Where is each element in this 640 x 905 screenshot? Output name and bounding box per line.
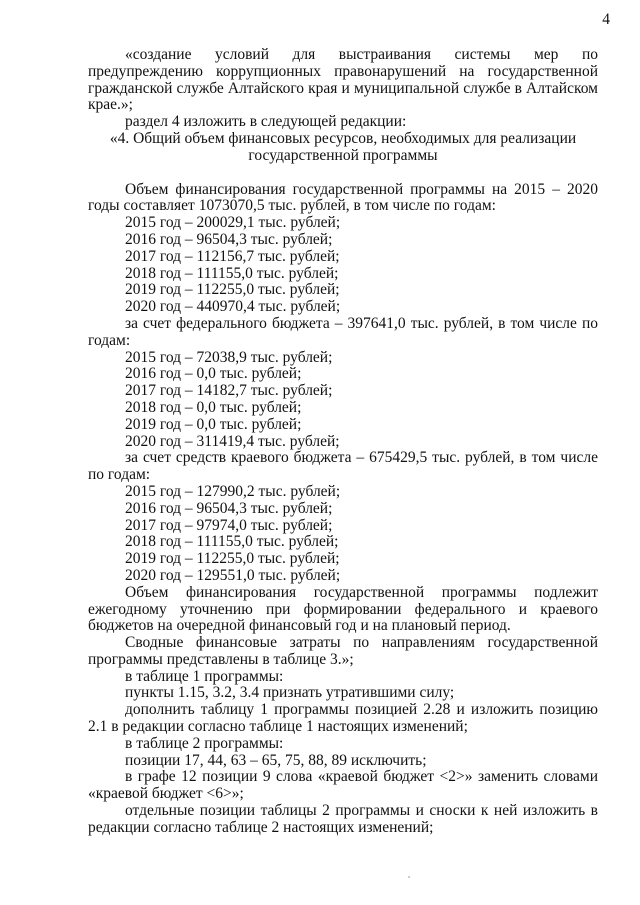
spacer <box>88 165 598 182</box>
federal-year-item: 2019 год – 0,0 тыс. рублей; <box>125 415 302 433</box>
document-body <box>88 47 598 837</box>
paragraph-table1-intro: в таблице 1 программы: <box>125 667 284 685</box>
paragraph-regional-funding: за счет средств краевого бюджета – 675429,5 тыс. рублей, в том числе по годам: <box>88 449 598 484</box>
paragraph-section-intro: раздел 4 изложить в следующей редакции: <box>125 113 407 131</box>
total-year-item: 2016 год – 96504,3 тыс. рублей; <box>125 230 333 248</box>
paragraph-quote-end: «создание условий для выстраивания системы мер по предупреждению коррупционных правонарушений на государственной гражданской службе Алтайского края и муниципальной службе в Алтайском крае.»; <box>88 46 598 114</box>
paragraph-table2-replace: в графе 12 позиции 9 слова «краевой бюджет <2>» заменить словами «краевой бюджет <6>»; <box>88 768 598 803</box>
paragraph-annual-adjustment: Объем финансирования государственной программы подлежит ежегодному уточнению при формировании федерального и краевого бюджетов на очередной финансовый год и на плановый период. <box>88 583 598 635</box>
section-heading-line-2: государственной программы <box>248 146 438 164</box>
federal-year-item: 2020 год – 311419,4 тыс. рублей; <box>125 432 340 450</box>
regional-year-item: 2017 год – 97974,0 тыс. рублей; <box>125 516 333 534</box>
total-year-item: 2018 год – 111155,0 тыс. рублей; <box>125 264 339 282</box>
regional-year-item: 2018 год – 111155,0 тыс. рублей; <box>125 533 339 551</box>
paragraph-federal-funding: за счет федерального бюджета – 397641,0 тыс. рублей, в том числе по годам: <box>88 314 598 349</box>
federal-year-item: 2018 год – 0,0 тыс. рублей; <box>125 398 302 416</box>
paragraph-table2-amend: отдельные позиции таблицы 2 программы и сноски к ней изложить в редакции согласно таблице 2 настоящих изменений; <box>88 802 598 836</box>
total-year-item: 2020 год – 440970,4 тыс. рублей; <box>125 298 341 316</box>
paragraph-table3-reference: Сводные финансовые затраты по направлениям государственной программы представлены в таблице 3.»; <box>88 634 598 668</box>
total-year-item: 2017 год – 112156,7 тыс. рублей; <box>125 247 340 265</box>
paragraph-table2-exclude: позиции 17, 44, 63 – 65, 75, 88, 89 исключить; <box>125 751 427 769</box>
section-heading-line-1: «4. Общий объем финансовых ресурсов, необходимых для реализации <box>109 129 577 147</box>
regional-year-item: 2020 год – 129551,0 тыс. рублей; <box>125 566 341 584</box>
scan-speck <box>408 876 410 878</box>
federal-year-item: 2017 год – 14182,7 тыс. рублей; <box>125 382 333 400</box>
total-year-item: 2015 год – 200029,1 тыс. рублей; <box>125 214 341 232</box>
regional-year-item: 2019 год – 112255,0 тыс. рублей; <box>125 550 340 568</box>
regional-year-item: 2016 год – 96504,3 тыс. рублей; <box>125 499 333 517</box>
federal-year-item: 2016 год – 0,0 тыс. рублей; <box>125 365 302 383</box>
paragraph-table2-intro: в таблице 2 программы: <box>125 734 284 752</box>
page-number: 4 <box>602 11 610 28</box>
regional-year-item: 2015 год – 127990,2 тыс. рублей; <box>125 482 341 500</box>
total-year-item: 2019 год – 112255,0 тыс. рублей; <box>125 281 340 299</box>
paragraph-table1-amend: дополнить таблицу 1 программы позицией 2.28 и изложить позицию 2.1 в редакции согласно таблице 1 настоящих изменений; <box>88 701 598 736</box>
paragraph-total-funding: Объем финансирования государственной программы на 2015 – 2020 годы составляет 1073070,5 тыс. рублей, в том числе по годам: <box>88 180 598 215</box>
paragraph-table1-invalidate: пункты 1.15, 3.2, 3.4 признать утратившими силу; <box>125 684 455 702</box>
federal-year-item: 2015 год – 72038,9 тыс. рублей; <box>125 348 333 366</box>
